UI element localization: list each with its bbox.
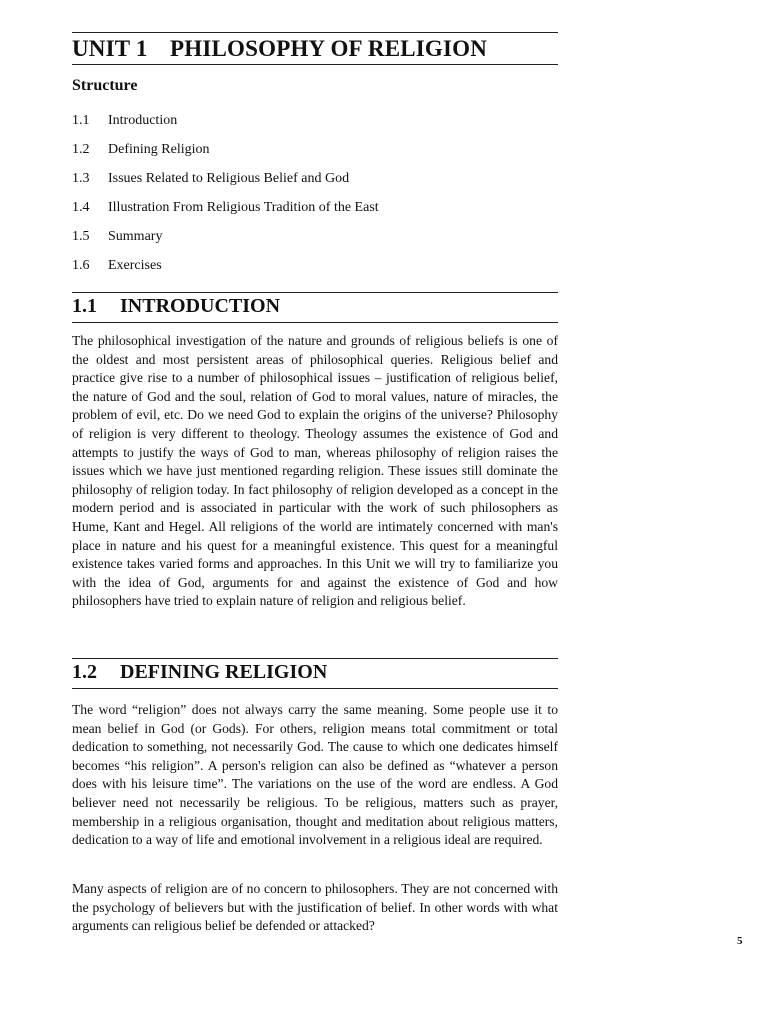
toc-item	[72, 199, 379, 228]
toc-item-label: Summary	[108, 229, 163, 244]
toc-item-number: 1.5	[72, 229, 90, 244]
toc-item	[72, 228, 379, 257]
toc-item-label: Exercises	[108, 258, 162, 273]
toc-item-number: 1.3	[72, 171, 90, 186]
toc-item	[72, 257, 379, 286]
toc-item-label: Defining Religion	[108, 142, 210, 157]
introduction-paragraph: The philosophical investigation of the nature and grounds of religious beliefs is one of the oldest and most persistent areas of philosophical queries. Religious belief and practice give rise to a number of philosophical issues – justification of religious belief, the nature of God and the soul, relation of God to moral values, nature of miracles, the problem of evil, etc. Do we need God to explain the origins of the universe? Philosophy of religion is very different to theology. Theology assumes the existence of God and attempts to justify the ways of God to man, whereas philosophy of religion raises the issues which we have just mentioned regarding religion. These issues still dominate the philosophy of religion today. In fact philosophy of religion developed as a concept in the modern period and is associated in particular with the work of such philosophers as Hume, Kant and Hegel. All religions of the world are intimately concerned with man's place in nature and his quest for a meaningful existence. This quest for a meaningful existence takes varied forms and approaches. In this Unit we will try to familiarize you with the idea of God, arguments for and against the existence of God and how philosophers have tried to explain nature of religion and religious belief.	[72, 333, 558, 609]
toc-item	[72, 141, 379, 170]
section-header-defining-religion	[72, 658, 558, 689]
section-title: DEFINING RELIGION	[120, 661, 328, 683]
defining-religion-paragraph-1: The word “religion” does not always carry the same meaning. Some people use it to mean belief in God (or Gods). For others, religion means total commitment or total dedication to something, not necessarily God. The cause to which one dedicates himself becomes “his religion”. A person's religion can also be defined as “whatever a person does with his leisure time”. The variations on the use of the word are endless. A God believer need not necessarily be religious. To be religious, matters such as prayer, membership in a religious organisation, thought and meditation about religious matters, dedication to a way of life and emotional involvement in a religious ideal are required.	[72, 702, 558, 848]
toc-item-label: Issues Related to Religious Belief and God	[108, 171, 350, 186]
section-number: 1.2	[72, 661, 97, 683]
toc-item	[72, 112, 379, 141]
toc-item-number: 1.1	[72, 113, 90, 128]
table-of-contents	[72, 112, 379, 286]
defining-religion-paragraph-2: Many aspects of religion are of no concern to philosophers. They are not concerned with the psychology of believers but with the justification of belief. In other words with what arguments can religious belief be defended or attacked?	[72, 881, 558, 934]
unit-number: UNIT 1	[72, 36, 148, 61]
page-number: 5	[737, 935, 743, 947]
toc-item-number: 1.2	[72, 142, 90, 157]
toc-item	[72, 170, 379, 199]
unit-title: PHILOSOPHY OF RELIGION	[170, 36, 488, 61]
toc-item-label: Introduction	[108, 113, 178, 128]
toc-item-number: 1.4	[72, 200, 90, 215]
section-header-introduction	[72, 292, 558, 323]
unit-header	[72, 32, 558, 65]
section-title: INTRODUCTION	[120, 295, 281, 317]
structure-heading: Structure	[72, 77, 138, 94]
section-number: 1.1	[72, 295, 97, 317]
toc-item-number: 1.6	[72, 258, 90, 273]
toc-item-label: Illustration From Religious Tradition of the East	[108, 200, 379, 215]
